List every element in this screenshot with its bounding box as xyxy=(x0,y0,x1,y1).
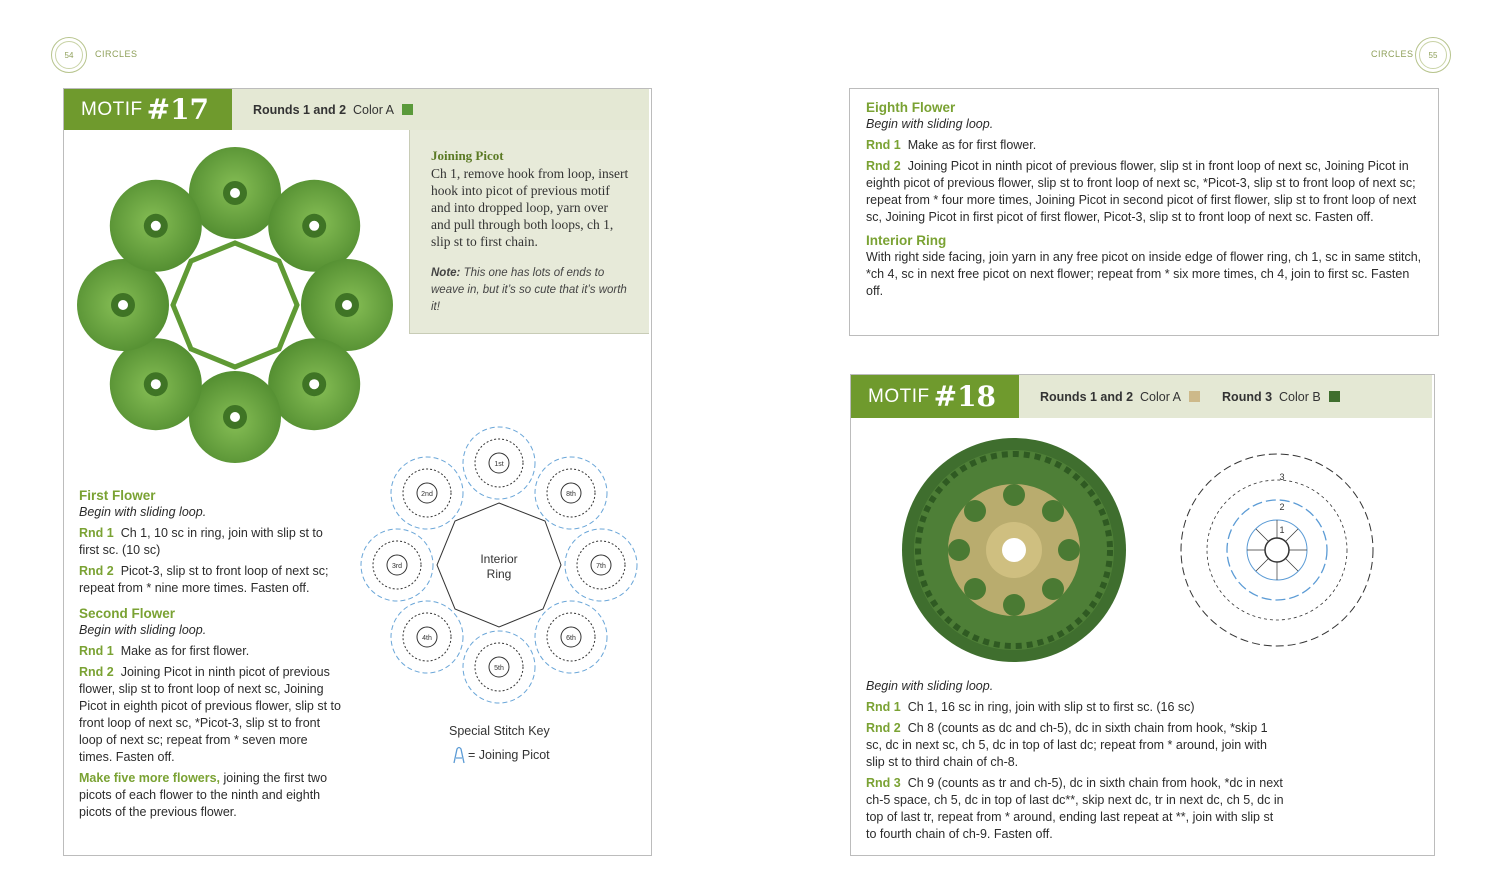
second-flower-rnd1: Rnd 1 Make as for first flower. xyxy=(79,644,250,658)
flower-label-5: 5th xyxy=(494,665,504,672)
flower-label-3: 3rd xyxy=(391,563,403,570)
first-flower-heading: First Flower xyxy=(79,488,156,503)
right-running-head: CIRCLES xyxy=(1371,49,1414,59)
first-flower-rnd1: Rnd 1 Ch 1, 10 sc in ring, join with slip st to first sc. (10 sc) xyxy=(79,526,323,557)
motif-18-stitch-diagram xyxy=(1175,445,1375,655)
flower-label-4: 4th xyxy=(422,635,432,642)
joining-picot-body: Ch 1, remove hook from loop, insert hook into picot of previous motif and into dropped loop, yarn over and pull through both loops, ch 1, slip st to first chain. xyxy=(431,166,629,249)
motif-17-stitch-diagram xyxy=(355,420,645,710)
color-a-swatch xyxy=(1189,391,1200,402)
flower-label-2: 2nd xyxy=(421,491,433,498)
special-stitch-key: = Joining Picot xyxy=(452,746,550,764)
left-page-number: 54 xyxy=(51,37,87,73)
flower-label-8: 8th xyxy=(566,491,576,498)
joining-picot-symbol-icon xyxy=(452,746,466,764)
diagram-round-1: 1 xyxy=(1279,525,1285,535)
flower-label-7: 7th xyxy=(596,563,606,570)
eighth-flower-heading: Eighth Flower xyxy=(866,100,956,115)
motif-18-photo xyxy=(898,437,1130,665)
diagram-round-3: 3 xyxy=(1279,472,1285,482)
second-flower-rnd2: Rnd 2 Joining Picot in ninth picot of previous flower, slip st to front loop of next sc, Joining Picot in eighth picot of previous flower, slip st to front loop of next sc, *Picot-3, slip st to front loop of next sc; repeat from * seven more times. Fasten off. xyxy=(79,665,341,764)
eighth-flower-rnd1: Rnd 1 Make as for first flower. xyxy=(866,138,1037,152)
motif-17-title: MOTIF #17 xyxy=(64,89,232,130)
flower-label-1: 1st xyxy=(494,461,504,468)
color-a-swatch xyxy=(402,104,413,115)
motif-18-color-header: Rounds 1 and 2 Color A Round 3 Color B xyxy=(1019,375,1432,418)
eighth-flower-rnd2: Rnd 2 Joining Picot in ninth picot of previous flower, slip st in front loop of next sc, Joining Picot in eighth picot of previous flower, slip st to front loop of next sc, *Picot-3, slip st to front loop of next sc; repeat from * four more times, Joining Picot in second picot of first flower, slip st to front loop of next sc, Joining Picot in first picot of first flower, Picot-3, slip st to front loop of next sc. Fasten off. xyxy=(866,159,1417,224)
motif-18-rnd1: Rnd 1 Ch 1, 16 sc in ring, join with slip st to first sc. (16 sc) xyxy=(866,700,1195,714)
motif-17-instructions: First Flower Begin with sliding loop. Rnd 1 Ch 1, 10 sc in ring, join with slip st to first sc. (10 sc) Rnd 2 Picot-3, slip st to front loop of next sc; repeat from * nine more times. Fasten off. Second Flower Begin with sliding loop. Rnd 1 Make as for first flower. Rnd 2 Joining Picot in ninth picot of previous flower, slip st to front loop of next sc, Joining Picot in eighth picot of previous flower, slip st to front loop of next sc, *Picot-3, slip st to front loop of next sc; repeat from * seven more times. Fasten off. Make five more flowers, joining the first two picots of each flower to the ninth and eighth picots of the previous flower. xyxy=(79,487,344,825)
motif-18-rnd2: Rnd 2 Ch 8 (counts as dc and ch-5), dc in sixth chain from hook, *skip 1 sc, dc in next sc, ch 5, dc in top of last dc; repeat from * around, join with slip st to third chain of ch-8. xyxy=(866,721,1268,769)
color-b-swatch xyxy=(1329,391,1340,402)
motif-17-photo xyxy=(70,145,400,470)
right-page-number: 55 xyxy=(1415,37,1451,73)
interior-ring-text: With right side facing, join yarn in any free picot on inside edge of flower ring, ch 1, sc in same stitch, *ch 4, sc in next free picot on next flower; repeat from * six more times, ch 4, join to first sc. Fasten off. xyxy=(866,250,1422,298)
motif-18-title: MOTIF #18 xyxy=(851,375,1019,418)
diagram-round-2: 2 xyxy=(1279,502,1285,512)
joining-picot-sidebar xyxy=(409,130,649,334)
motif-17-color-header: Rounds 1 and 2 Color A xyxy=(232,89,649,130)
motif-18-rnd3: Rnd 3 Ch 9 (counts as tr and ch-5), dc in sixth chain from hook, *dc in next ch-5 space, ch 5, dc in top of last dc**, skip next dc, tr in next dc, ch 5, dc in top of last tr, repeat from * around, ending last repeat at **, join with slip st to fourth chain of ch-9. Fasten off. xyxy=(866,776,1284,841)
motif-17-continued-instructions: Eighth Flower Begin with sliding loop. Rnd 1 Make as for first flower. Rnd 2 Joining Picot in ninth picot of previous flower, slip st in front loop of next sc, Joining Picot in eighth picot of previous flower, slip st to front loop of next sc, *Picot-3, slip st to front loop of next sc; repeat from * four more times, Joining Picot in second picot of first flower, slip st to front loop of next sc, Joining Picot in first picot of first flower, Picot-3, slip st to front loop of next sc. Fasten off. Interior Ring With right side facing, join yarn in any free picot on inside edge of flower ring, ch 1, sc in same stitch, *ch 4, sc in next free picot on next flower; repeat from * six more times, ch 4, join to first sc. Fasten off. xyxy=(866,99,1426,304)
interior-label-1: Interior xyxy=(480,552,518,566)
make-five-more: Make five more flowers, joining the first two picots of each flower to the ninth and eighth picots of the previous flower. xyxy=(79,771,328,819)
left-running-head: CIRCLES xyxy=(95,49,138,59)
interior-ring-heading: Interior Ring xyxy=(866,233,947,248)
motif-18-instructions: Begin with sliding loop. Rnd 1 Ch 1, 16 sc in ring, join with slip st to first sc. (16 sc) Rnd 2 Ch 8 (counts as dc and ch-5), dc in sixth chain from hook, *skip 1 sc, dc in next sc, ch 5, dc in top of last dc; repeat from * around, join with slip st to third chain of ch-8. Rnd 3 Ch 9 (counts as tr and ch-5), dc in sixth chain from hook, *dc in next ch-5 space, ch 5, dc in top of last dc**, skip next dc, tr in next dc, ch 5, dc in top of last tr, repeat from * around, ending last repeat at **, join with slip st to fourth chain of ch-9. Fasten off. xyxy=(866,678,1286,847)
second-flower-heading: Second Flower xyxy=(79,606,176,621)
special-stitch-key-title: Special Stitch Key xyxy=(449,724,550,738)
interior-label-2: Ring xyxy=(486,567,512,581)
joining-picot-heading: Joining Picot xyxy=(431,148,504,163)
first-flower-rnd2: Rnd 2 Picot-3, slip st to front loop of next sc; repeat from * nine more times. Fasten off. xyxy=(79,564,329,595)
flower-label-6: 6th xyxy=(566,635,576,642)
joining-picot-note: Note: This one has lots of ends to weave in, but it’s so cute that it’s worth it! xyxy=(431,267,627,313)
